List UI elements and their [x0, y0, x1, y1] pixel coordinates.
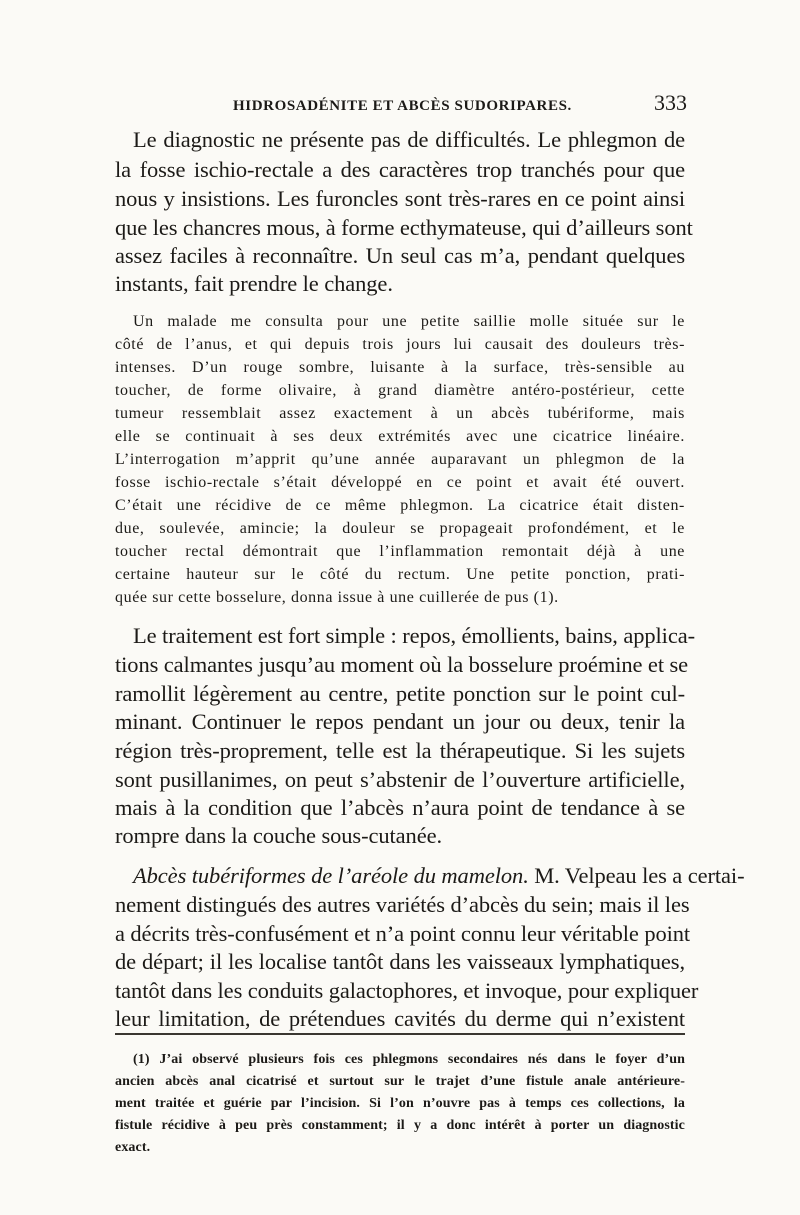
footnote-line: ment traitée et guérie par l’incision. Si l’on n’ouvre pas à temps ces collections, la: [115, 1096, 685, 1111]
case-report-line: Un malade me consulta pour une petite saillie molle située sur le: [133, 313, 685, 330]
case-report-line: tumeur ressemblait assez exactement à un abcès tubériforme, mais: [115, 405, 685, 422]
running-title: HIDROSADÉNITE ET ABCÈS SUDORIPARES.: [233, 98, 572, 114]
paragraph1-line: instants, fait prendre le change.: [115, 271, 393, 296]
case-report-line: fosse ischio-rectale s’était développé en ce point et avait été ouvert.: [115, 474, 685, 491]
paragraph2-line: ramollit légèrement au centre, petite ponction sur le point cul-: [115, 681, 685, 706]
paragraph3-line: tantôt dans les conduits galactophores, et invoque, pour expliquer: [115, 978, 699, 1003]
paragraph3-line: leur limitation, de prétendues cavités du derme qui n’existent: [115, 1006, 685, 1031]
footnote-line: (1) J’ai observé plusieurs fois ces phlegmons secondaires nés dans le foyer d’un: [133, 1052, 685, 1067]
paragraph1-line: nous y insistions. Les furoncles sont très-rares en ce point ainsi: [115, 186, 685, 211]
page-number: 333: [654, 90, 687, 115]
case-report-line: intenses. D’un rouge sombre, luisante à la surface, très-sensible au: [115, 359, 685, 376]
paragraph1-line: Le diagnostic ne présente pas de difficultés. Le phlegmon de: [133, 127, 685, 152]
case-report-line: côté de l’anus, et qui depuis trois jours lui causait des douleurs très-: [115, 336, 685, 353]
case-report-line: C’était une récidive de ce même phlegmon. La cicatrice était disten-: [115, 497, 685, 514]
paragraph2-line: sont pusillanimes, on peut s’abstenir de l’ouverture artificielle,: [115, 767, 685, 792]
footnote-line: exact.: [115, 1140, 151, 1155]
paragraph2-line: tions calmantes jusqu’au moment où la bosselure proémine et se: [115, 652, 689, 677]
section-heading: Abcès tubériformes de l’aréole du mamelon.: [133, 863, 529, 888]
paragraph2-line: mais à la condition que l’abcès n’aura point de tendance à se: [115, 795, 685, 820]
paragraph3-line: a décrits très-confusément et n’a point connu leur véritable point: [115, 921, 691, 946]
paragraph1-line: la fosse ischio-rectale a des caractères trop tranchés pour que: [115, 157, 685, 182]
paragraph1-line: assez faciles à reconnaître. Un seul cas m’a, pendant quelques: [115, 243, 685, 268]
case-report-line: toucher, de forme olivaire, à grand diamètre antéro-postérieur, cette: [115, 382, 685, 399]
case-report-line: L’interrogation m’apprit qu’une année auparavant un phlegmon de la: [115, 451, 685, 468]
case-report-line: quée sur cette bosselure, donna issue à une cuillerée de pus (1).: [115, 589, 559, 606]
paragraph3-first-line-rest: M. Velpeau les a certai-: [534, 863, 745, 888]
footnote-line: ancien abcès anal cicatrisé et surtout sur le trajet d’une fistule anale antérieure-: [115, 1074, 685, 1089]
case-report-line: elle se continuait à ses deux extrémités avec une cicatrice linéaire.: [115, 428, 685, 445]
footnote-separator: [115, 1033, 685, 1035]
footnote-line: fistule récidive à peu près constamment; il y a donc intérêt à porter un diagnostic: [115, 1118, 685, 1133]
case-report-line: toucher rectal démontrait que l’inflammation remontait déjà à une: [115, 543, 685, 560]
paragraph2-line: minant. Continuer le repos pendant un jour ou deux, tenir la: [115, 709, 685, 734]
running-header: [115, 92, 687, 122]
case-report-line: certaine hauteur sur le côté du rectum. Une petite ponction, prati-: [115, 566, 685, 583]
paragraph2-line: rompre dans la couche sous-cutanée.: [115, 823, 442, 848]
paragraph3-first-line: [115, 863, 745, 889]
paragraph3-line: nement distingués des autres variétés d’abcès du sein; mais il les: [115, 892, 690, 917]
case-report-line: due, soulevée, amincie; la douleur se propageait profondément, et le: [115, 520, 685, 537]
paragraph2-line: Le traitement est fort simple : repos, émollients, bains, applica-: [133, 623, 695, 648]
paragraph3-line: de départ; il les localise tantôt dans les vaisseaux lymphatiques,: [115, 949, 685, 974]
paragraph2-line: région très-proprement, telle est la thérapeutique. Si les sujets: [115, 738, 685, 763]
paragraph1-line: que les chancres mous, à forme ecthymateuse, qui d’ailleurs sont: [115, 215, 693, 240]
